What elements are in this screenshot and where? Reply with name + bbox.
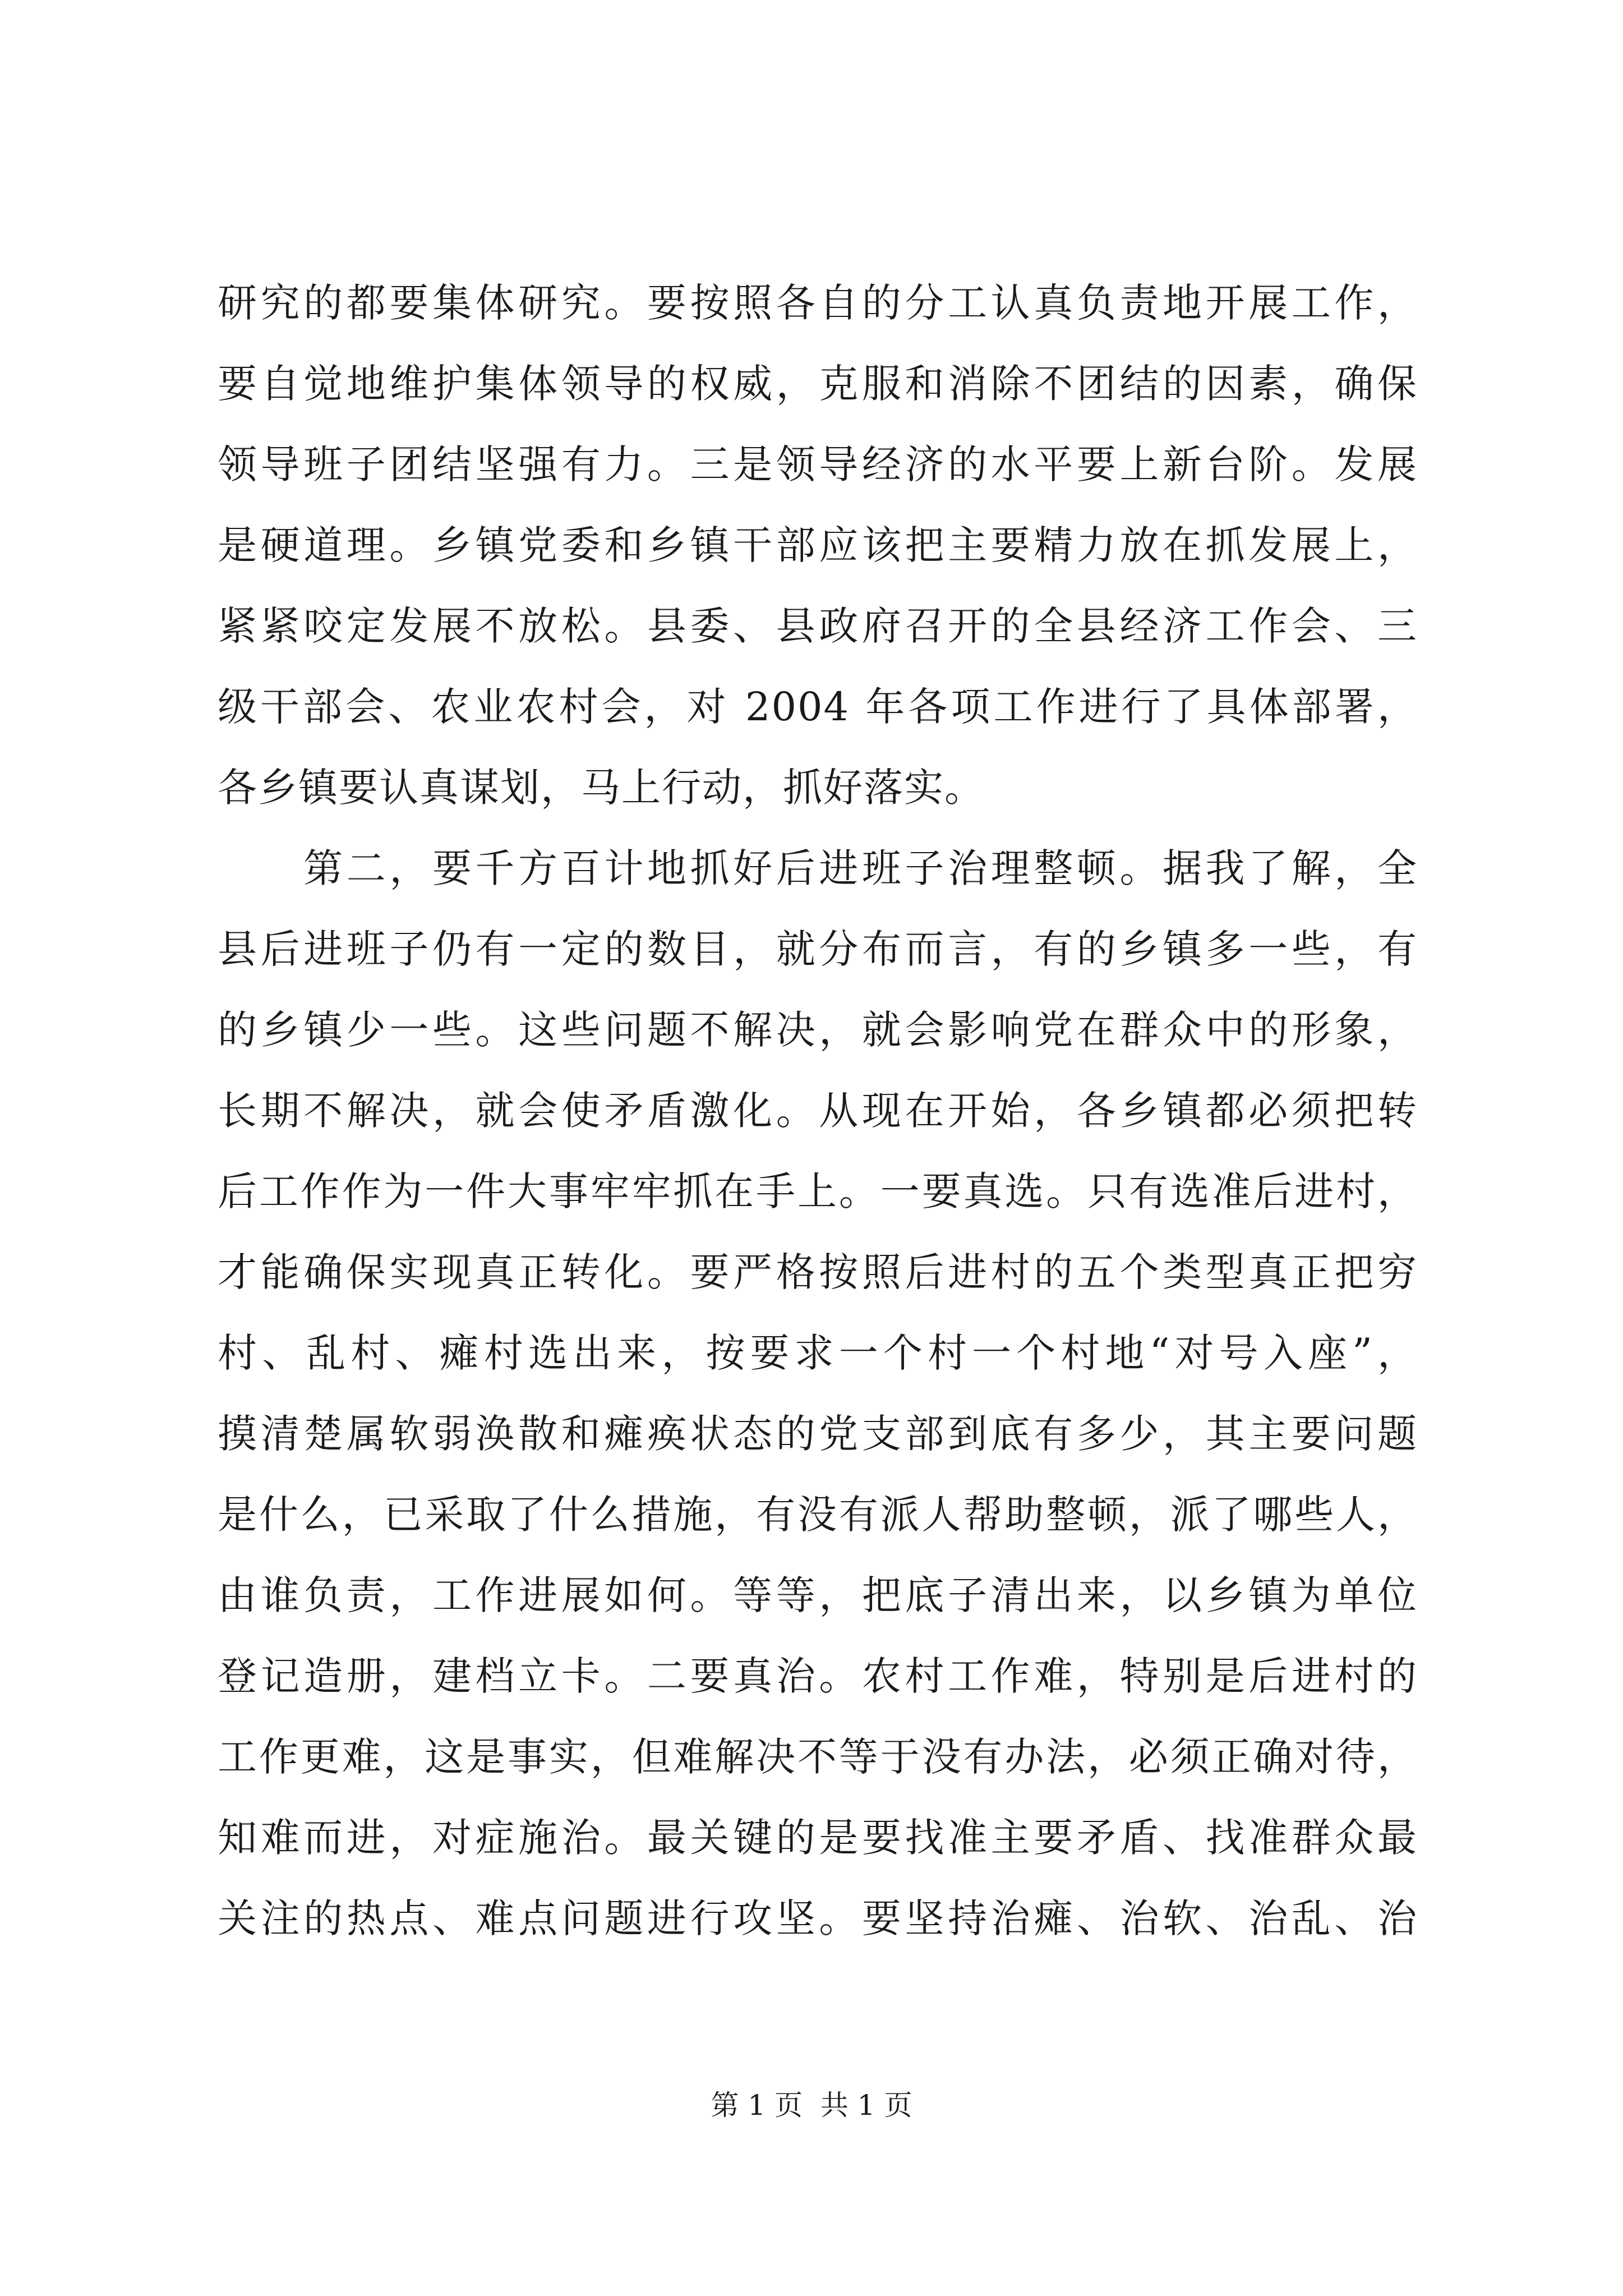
text-line: 工作更难，这是事实，但难解决不等于没有办法，必须正确对待， bbox=[218, 1734, 1418, 1780]
text-line: 后工作作为一件大事牢牢抓在手上。一要真选。只有选准后进村， bbox=[218, 1168, 1418, 1214]
page-footer bbox=[0, 2086, 1623, 2125]
text-line: 长期不解决，就会使矛盾激化。从现在开始，各乡镇都必须把转 bbox=[218, 1088, 1418, 1134]
text-line: 第二，要千方百计地抓好后进班子治理整顿。据我了解，全 bbox=[218, 845, 1418, 891]
text-line: 由谁负责，工作进展如何。等等，把底子清出来，以乡镇为单位 bbox=[218, 1572, 1418, 1618]
text-line: 登记造册，建档立卡。二要真治。农村工作难，特别是后进村的 bbox=[218, 1653, 1418, 1699]
text-line: 摸清楚属软弱涣散和瘫痪状态的党支部到底有多少，其主要问题 bbox=[218, 1411, 1418, 1457]
text-line: 村、乱村、瘫村选出来，按要求一个村一个村地“对号入座”， bbox=[218, 1330, 1418, 1376]
text-line: 级干部会、农业农村会，对 2004 年各项工作进行了具体部署， bbox=[218, 684, 1418, 730]
text-line: 紧紧咬定发展不放松。县委、县政府召开的全县经济工作会、三 bbox=[218, 603, 1418, 649]
text-line: 知难而进，对症施治。最关键的是要找准主要矛盾、找准群众最 bbox=[218, 1815, 1418, 1861]
body-text bbox=[218, 263, 1418, 1959]
text-line: 关注的热点、难点问题进行攻坚。要坚持治瘫、治软、治乱、治 bbox=[218, 1895, 1418, 1941]
text-line: 是硬道理。乡镇党委和乡镇干部应该把主要精力放在抓发展上， bbox=[218, 522, 1418, 568]
text-line: 要自觉地维护集体领导的权威，克服和消除不团结的因素，确保 bbox=[218, 361, 1418, 407]
text-line: 是什么，已采取了什么措施，有没有派人帮助整顿，派了哪些人， bbox=[218, 1492, 1418, 1538]
text-line: 领导班子团结坚强有力。三是领导经济的水平要上新台阶。发展 bbox=[218, 441, 1418, 487]
page-number-label: 第 1 页 共 1 页 bbox=[711, 2089, 912, 2122]
text-line: 的乡镇少一些。这些问题不解决，就会影响党在群众中的形象， bbox=[218, 1007, 1418, 1053]
text-line: 研究的都要集体研究。要按照各自的分工认真负责地开展工作， bbox=[218, 280, 1418, 326]
text-line: 才能确保实现真正转化。要严格按照后进村的五个类型真正把穷 bbox=[218, 1249, 1418, 1295]
text-line: 各乡镇要认真谋划，马上行动，抓好落实。 bbox=[218, 765, 985, 811]
text-line: 县后进班子仍有一定的数目，就分布而言，有的乡镇多一些，有 bbox=[218, 926, 1418, 972]
